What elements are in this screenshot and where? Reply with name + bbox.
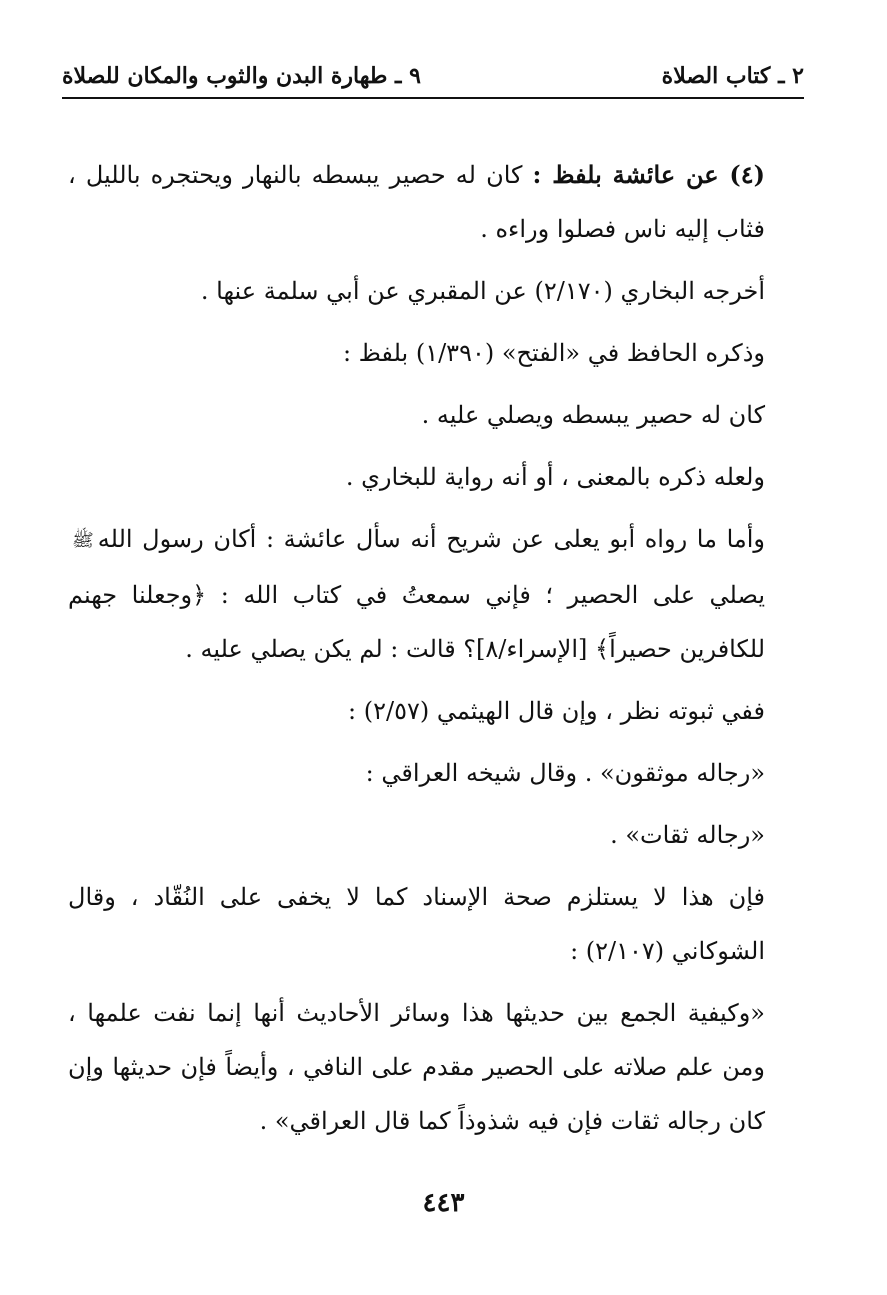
paragraph-11: «وكيفية الجمع بين حديثها هذا وسائر الأحاديث أنها إنما نفت علمها ، ومن علم صلاته على الحصير مقدم على النافي ، وأيضاً فإن حديثها وإن كان رجاله ثقات فإن فيه شذوذاً كما قال العراقي» .	[68, 998, 765, 1135]
page-number: ٤٤٣	[422, 1188, 465, 1218]
paragraph-3: وذكره الحافظ في «الفتح» (١/٣٩٠) بلفظ :	[342, 339, 765, 367]
page-body	[68, 148, 813, 1148]
paragraph-1	[68, 148, 813, 256]
paragraph-6-text-a: وأما ما رواه أبو يعلى عن شريح أنه سأل عائشة : أكان رسول الله	[97, 525, 765, 553]
header-rule	[62, 97, 804, 99]
paragraph-10: فإن هذا لا يستلزم صحة الإسناد كما لا يخفى على النُقّاد ، وقال الشوكاني (٢/١٠٧) :	[68, 882, 765, 965]
paragraph-6	[68, 512, 813, 676]
paragraph-4: كان له حصير يبسطه ويصلي عليه .	[421, 401, 765, 429]
paragraph-1-lead: (٤) عن عائشة بلفظ :	[532, 160, 765, 189]
paragraph-7: ففي ثبوته نظر ، وإن قال الهيثمي (٢/٥٧) :	[348, 696, 765, 725]
paragraph-8: «رجاله موثقون» . وقال شيخه العراقي :	[365, 758, 765, 787]
paragraph-1-text: كان له حصير يبسطه بالنهار ويحتجره بالليل ، فثاب إليه ناس فصلوا وراءه .	[68, 161, 765, 243]
header-section: ٩ ـ طهارة البدن والثوب والمكان للصلاة	[62, 63, 421, 89]
paragraph-5: ولعله ذكره بالمعنى ، أو أنه رواية للبخاري .	[345, 463, 765, 491]
paragraph-2: أخرجه البخاري (٢/١٧٠) عن المقبري عن أبي سلمة عنها .	[200, 277, 765, 305]
salla-glyph-icon: ﷺ	[72, 529, 94, 551]
paragraph-6-text-b: يصلي على الحصير ؛ فإني سمعتُ في كتاب الله : ﴿وجعلنا جهنم للكافرين حصيراً﴾ [الإسراء/٨]؟ قالت : لم يكن يصلي عليه .	[68, 580, 765, 663]
paragraph-9: «رجاله ثقات» .	[610, 820, 765, 849]
header-chapter: ٢ ـ كتاب الصلاة	[661, 63, 804, 89]
running-header	[62, 58, 804, 94]
